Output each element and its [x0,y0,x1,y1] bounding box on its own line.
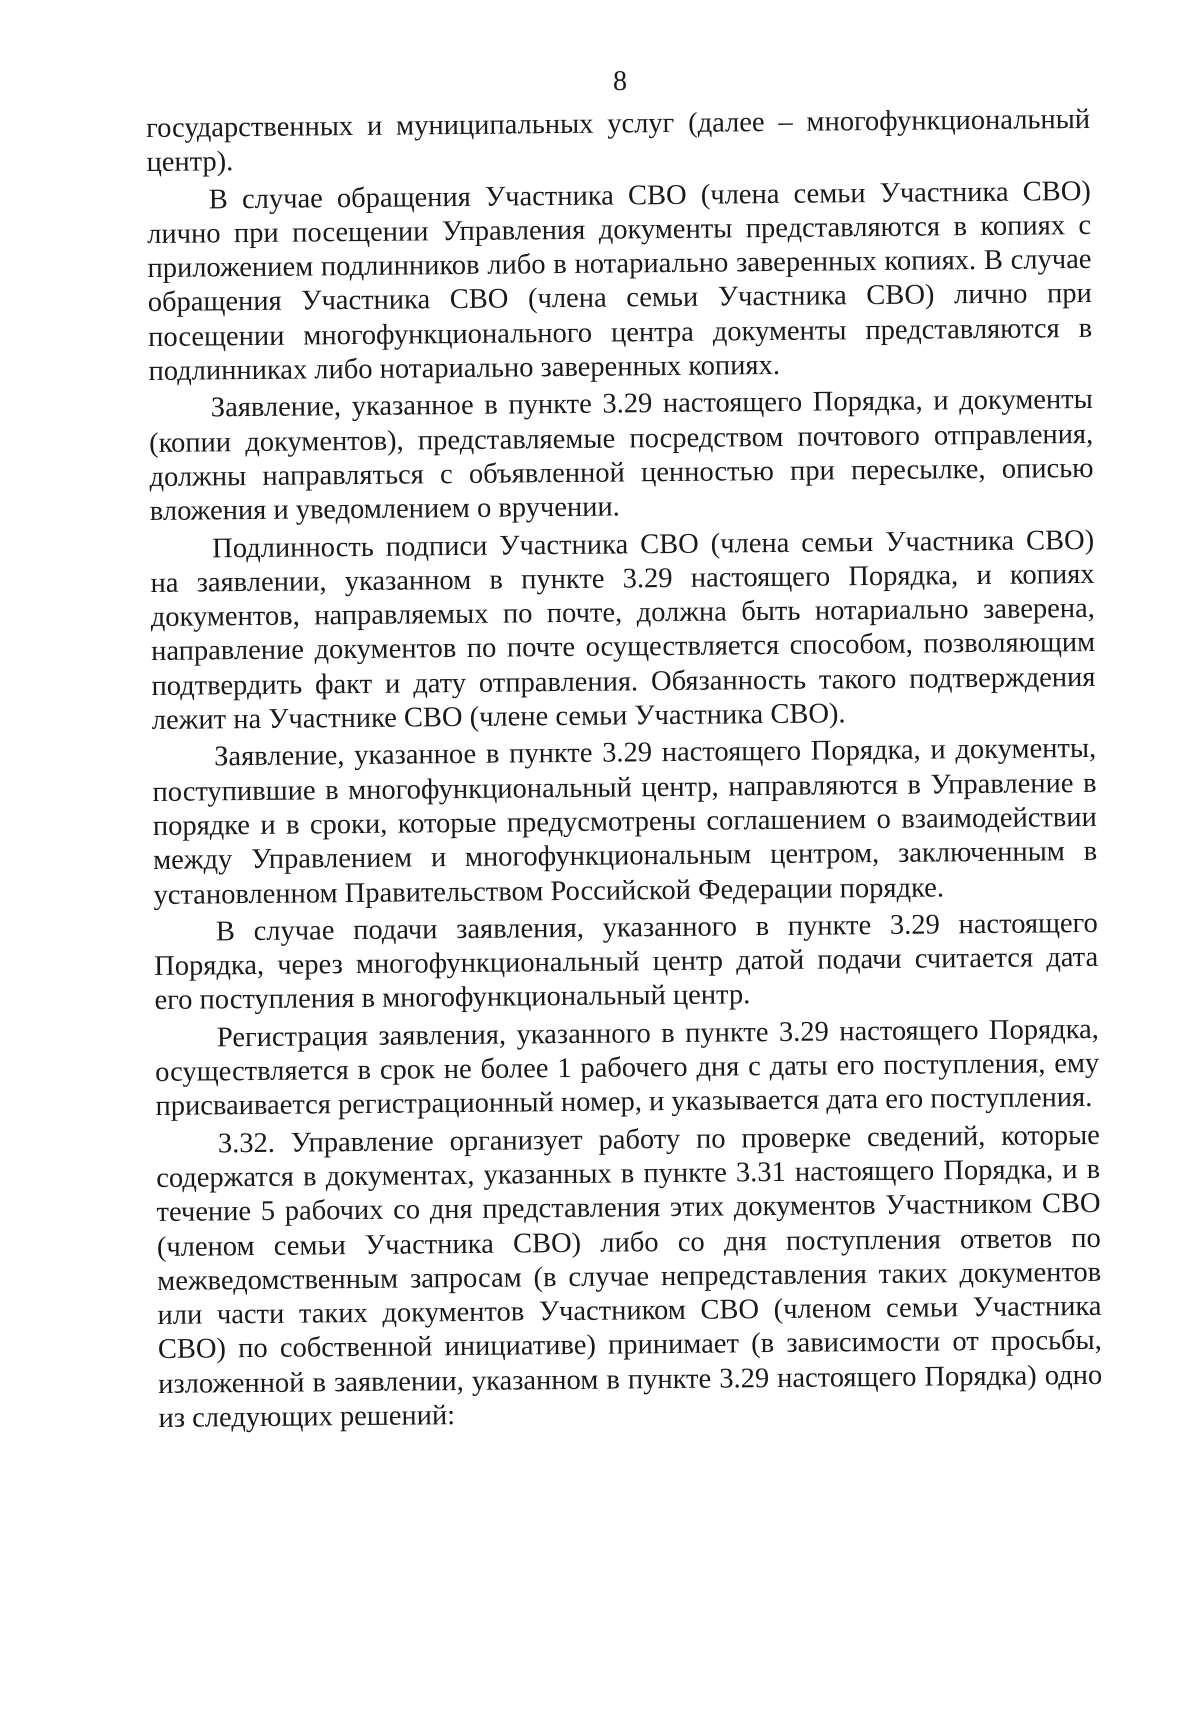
paragraph-continuation: государственных и муниципальных услуг (далее – многофункциональный центр). [146,103,1091,179]
paragraph-mfc-submission-date: В случае подачи заявления, указанного в пункте 3.29 настоящего Порядка, через многофункциональный центр датой подачи считается дата его поступления в многофункциональный центр. [154,907,1099,1017]
paragraph-clause-3-32: 3.32. Управление организует работу по проверке сведений, которые содержатся в документах, указанных в пункте 3.31 настоящего Порядка, и в течение 5 рабочих со дня представления этих документов Участником СВО (членом семьи Участника СВО) либо со дня поступления ответов по межведомственным запросам (в случае непредставления таких документов или части таких документов Участником СВО (членом семьи Участника СВО) по собственной инициативе) принимает (в зависимости от просьбы, изложенной в заявлении, указанном в пункте 3.29 настоящего Порядка) одно из следующих решений: [156,1119,1103,1434]
page-number: 8 [613,66,627,97]
paragraph-personal-visit: В случае обращения Участника СВО (члена семьи Участника СВО) лично при посещении Управления документы представляются в копиях с приложением подлинников либо в нотариально заверенных копиях. В случае обращения Участника СВО (члена семьи Участника СВО) лично при посещении многофункционального центра документы представляются в подлинниках либо нотариально заверенных копиях. [147,175,1093,388]
paragraph-registration: Регистрация заявления, указанного в пункте 3.29 настоящего Порядка, осуществляется в срок не более 1 рабочего дня с даты его поступления, ему присваивается регистрационный номер, и указывается дата его поступления. [155,1013,1100,1123]
paragraph-mfc-forwarding: Заявление, указанное в пункте 3.29 настоящего Порядка, и документы, поступившие в многофункциональный центр, направляются в Управление в порядке и в сроки, которые предусмотрены соглашением о взаимодействии между Управлением и многофункциональным центром, заключенным в установленном Правительством Российской Федерации порядке. [152,733,1098,911]
paragraph-signature-authenticity: Подлинность подписи Участника СВО (члена семьи Участника СВО) на заявлении, указанном в пункте 3.29 настоящего Порядка, и копиях документов, направляемых по почте, должна быть нотариально заверена, направление документов по почте осуществляется способом, позволяющим подтвердить факт и дату отправления. Обязанность такого подтверждения лежит на Участнике СВО (члене семьи Участника СВО). [150,524,1096,737]
document-body [146,103,1103,1436]
paragraph-postal-submission: Заявление, указанное в пункте 3.29 настоящего Порядка, и документы (копии документов), представляемые посредством почтового отправления, должны направляться с объявленной ценностью при пересылке, описью вложения и уведомлением о вручении. [149,384,1094,528]
